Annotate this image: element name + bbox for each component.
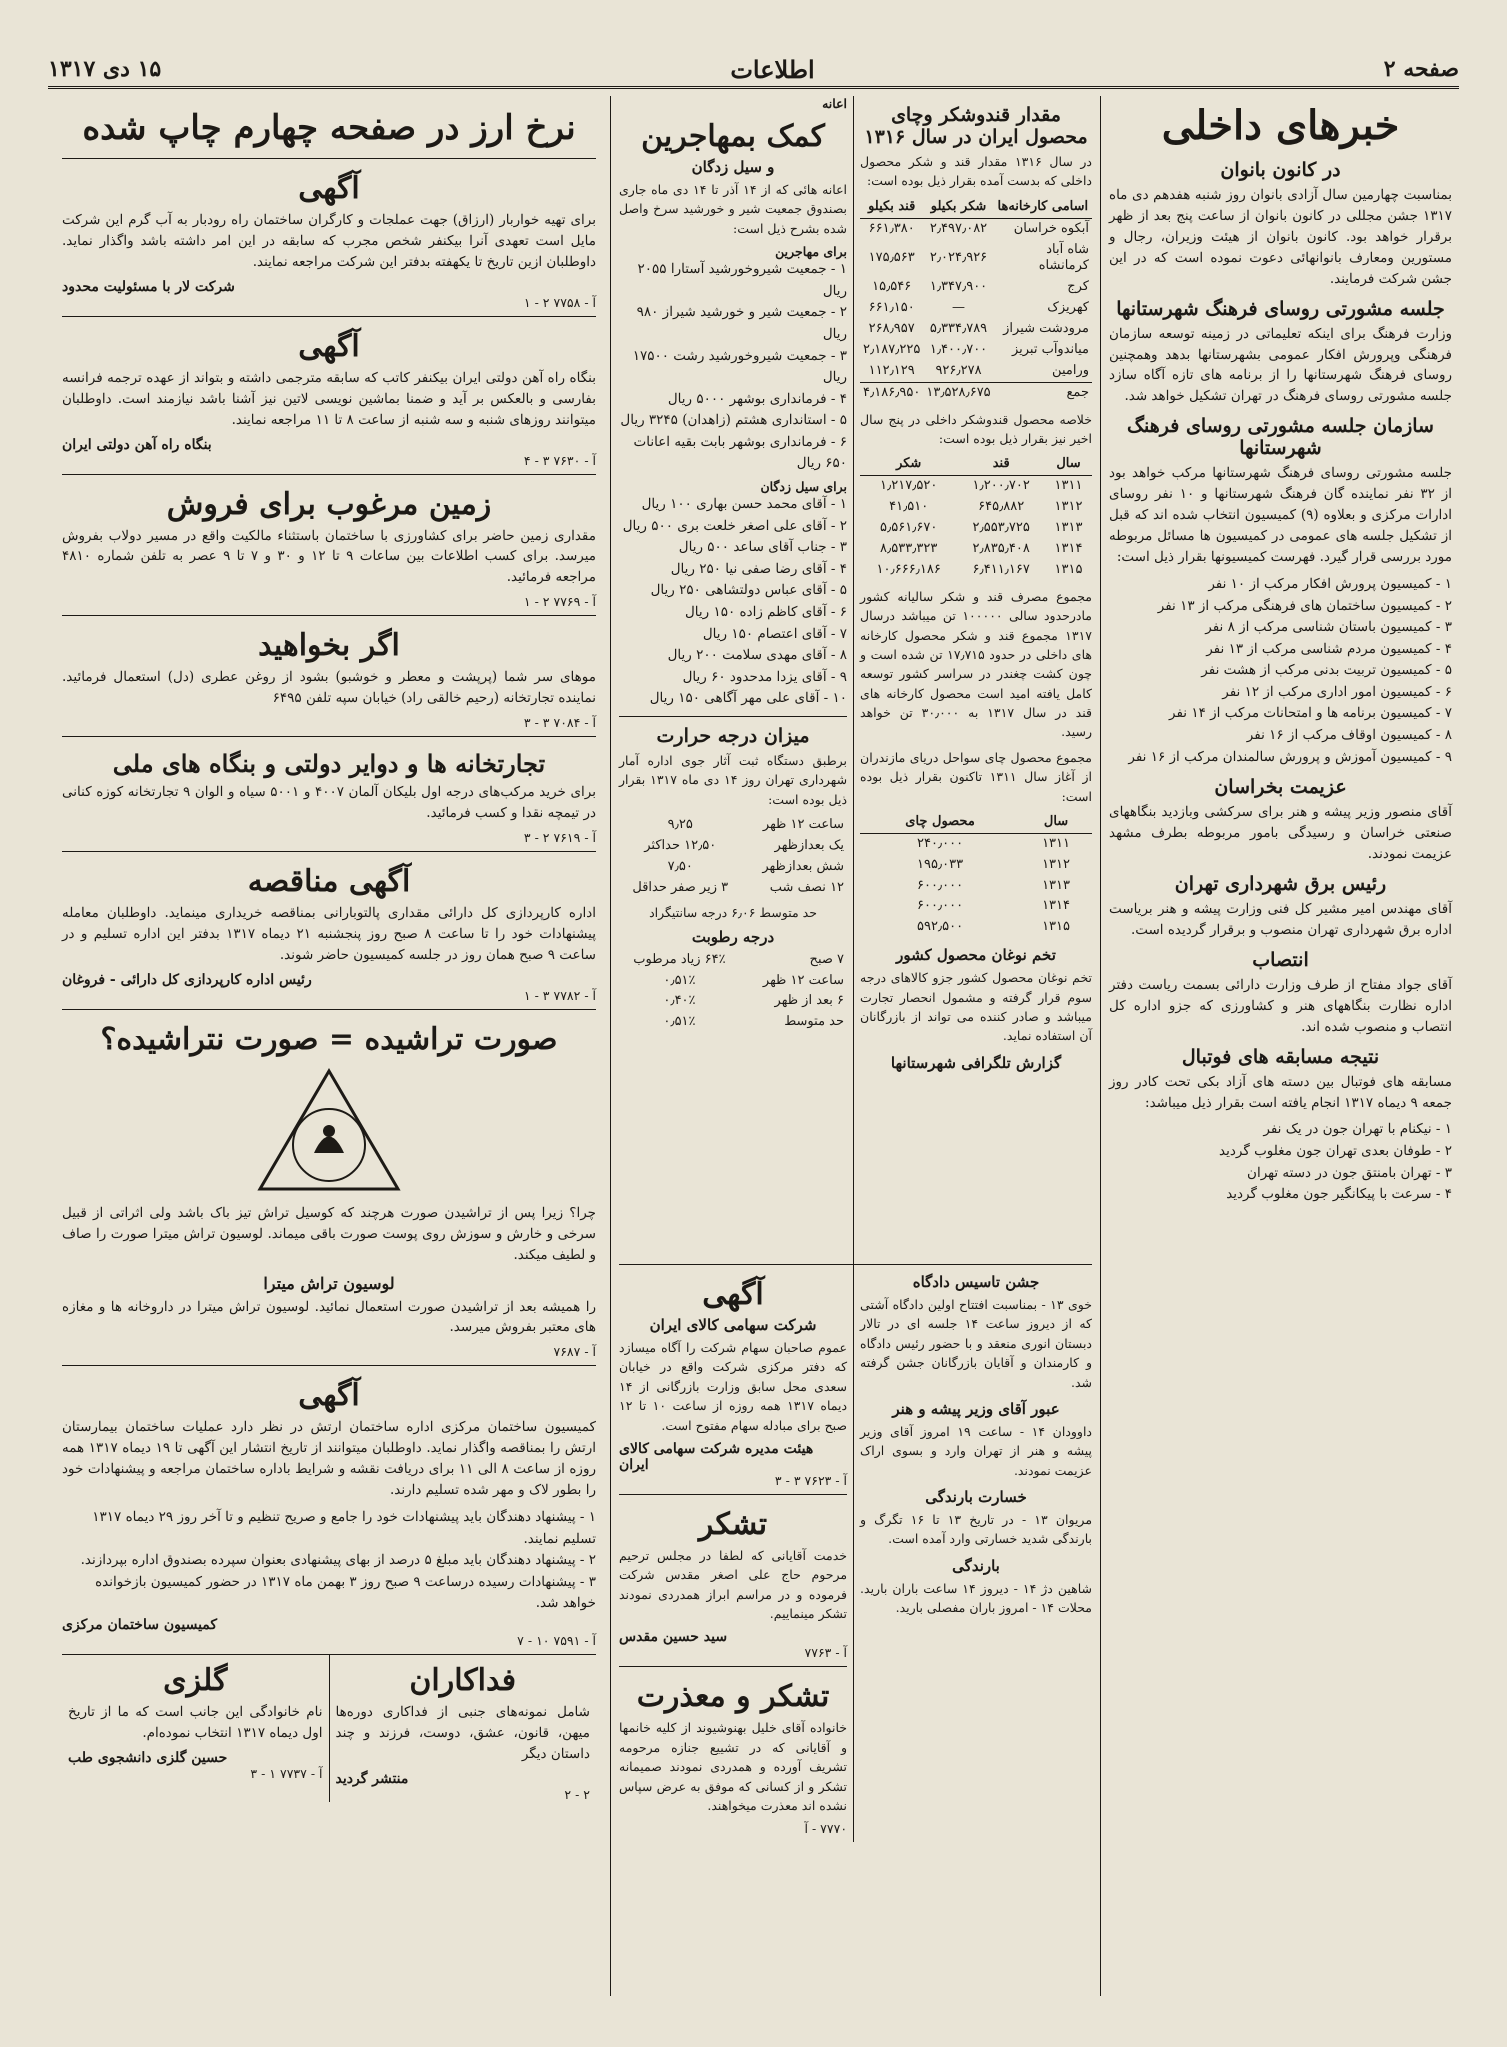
ad-title: آگهی مناقصه bbox=[247, 863, 411, 899]
ad-body: برای تهیه خواربار (ارزاق) جهت عملجات و کارگران ساختمان راه رودبار به آب گرم این شرکت مایل است تعهدی آنرا بیکنفر شخص مجرب که سابقه در این امر داشته باشد واگذار نماید. داوطلبان ازین تاریخ تا یکهفته بدفتر این شرکت مراجعه نمایند. bbox=[62, 212, 596, 270]
donation-label: برای مهاجرین bbox=[775, 244, 848, 260]
news-heading: سازمان جلسه مشورتی روسای فرهنگ شهرستانها bbox=[1127, 415, 1434, 460]
list-item: ۷ - آقای اعتصام ۱۵۰ ریال bbox=[702, 625, 848, 642]
list-item: ۸ - کمیسیون اوقاف مرکب از ۱۶ نفر bbox=[1246, 727, 1452, 744]
ad-title: زمین مرغوب برای فروش bbox=[166, 486, 492, 522]
ad-code: آ - ۷۵۹۱ ۱۰ - ۷ bbox=[517, 1633, 596, 1649]
table-row bbox=[860, 518, 1092, 539]
cell: ۱۳۱۵ bbox=[1054, 561, 1083, 577]
ad-body: شامل نمونه‌های جنبی از فداکاری دوره‌ها میهن، قانون، عشق، دوست، فرزند و چند داستان دیگر bbox=[335, 1704, 590, 1762]
cell: ۱٫۲۰۰٫۷۰۲ bbox=[972, 478, 1030, 494]
cell: ۶۶۱٫۱۵۰ bbox=[868, 300, 915, 316]
cell: ۲٫۱۸۷٫۲۲۵ bbox=[863, 341, 921, 357]
domestic-news-column bbox=[1100, 96, 1460, 1996]
table-header: شکر bbox=[860, 454, 957, 475]
news-heading: انتصاب bbox=[1252, 948, 1309, 971]
report-body: مجموع مصرف قند و شکر سالیانه کشور مادرحدود سالی ۱۰۰۰۰۰ تن میباشد درسال ۱۳۱۷ مجموع قند و شکر محصول کارخانه های داخلی در حدود ۱۷٫۷۱۵ تن شده است و چون کشت چغندر در سراسر کشور توسعه کامل یافته امید است محصول کارخانه های قند در سال ۱۳۱۷ به ۳۰٫۰۰۰ تن خواهد رسید. bbox=[860, 588, 1092, 740]
ad-title: آگهی bbox=[298, 328, 360, 364]
donation-title: کمک بمهاجرین bbox=[641, 119, 825, 154]
table-row bbox=[619, 878, 847, 899]
table-row bbox=[619, 991, 847, 1012]
weather-average: حد متوسط ۶٫۰۶ درجه سانتیگراد bbox=[649, 904, 817, 920]
report-body: تخم نوغان محصول کشور جزو کالاهای درجه سوم قرار گرفته و مشمول انحصار تجارت میباشد و صادر کننده می تواند از بازرگانان آن استفاده نماید. bbox=[860, 970, 1092, 1044]
list-item: ۴ - آقای رضا صفی نیا ۲۵۰ ریال bbox=[670, 560, 848, 577]
ad-code: ۲ - ۲ bbox=[564, 1786, 590, 1802]
ad-kala bbox=[619, 1265, 847, 1495]
page-number: صفحه ۲ bbox=[1383, 56, 1459, 82]
table-row bbox=[860, 298, 1092, 319]
cell: ۱۳۱۱ bbox=[1042, 835, 1070, 851]
ad-body: کمیسیون ساختمان مرکزی اداره ساختمان ارتش در نظر دارد عملیات ساختمان بیمارستان ارتش را بمناقصه واگذار نماید. داوطلبان میتوانند از تاریخ انتشار این آگهی تا ۱۹ دیماه ۱۳۱۷ همه روزه از ساعت ۸ الی ۱۱ برای دریافت نقشه و شرایط باداره ساختمان مراجعه و پیشنهادات خود را بطور لاک و مهر شده تسلیم دارند. bbox=[62, 1419, 597, 1499]
ad-title: تشکر bbox=[698, 1506, 768, 1542]
cell: ۵۹۲٫۵۰۰ bbox=[916, 919, 964, 935]
report-body: خلاصه محصول قندوشکر داخلی در پنج سال اخیر نیز بقرار ذیل بوده است: bbox=[860, 411, 1092, 447]
ad-body: خدمت آقایانی که لطفا در مجلس ترحیم مرحوم حاج علی اصغر مقدس شرکت فرموده و در مراسم ابراز همدردی نمودند تشکر مینماییم. bbox=[619, 1547, 848, 1621]
cell: ۱۵٫۵۴۶ bbox=[872, 279, 912, 295]
table-row bbox=[860, 917, 1092, 938]
cell: ۴۱٫۵۱۰ bbox=[889, 499, 929, 515]
ad-signature: بنگاه راه آهن دولتی ایران bbox=[62, 436, 212, 453]
cell: ۲٫۰۲۴٫۹۲۶ bbox=[929, 249, 988, 265]
ad-body: نام خانوادگی این جانب است که ما از تاریخ اول دیماه ۱۳۱۷ انتخاب نموده‌ام. bbox=[68, 1704, 323, 1741]
factory-table bbox=[860, 197, 1092, 404]
table-header: قند bbox=[957, 454, 1045, 475]
ad-golzi bbox=[62, 1655, 330, 1802]
cell: شاه آباد کرمانشاه bbox=[1038, 241, 1089, 274]
ad-body: اداره کارپردازی کل دارائی مقداری پالتوبارانی بمناقصه خریداری مینماید. داوطلبان معامله پیشنهادات خود را تا ساعت ۸ صبح روز پنجشنبه ۲۱ دیماه ۱۳۱۷ بدفتر این اداره تسلیم و در ساعت ۹ صبح همان روز در جلسه کمیسیون حاضر شوند. bbox=[62, 904, 596, 963]
list-item: ۳ - جناب آقای ساعد ۵۰۰ ریال bbox=[678, 539, 848, 556]
table-header: سال bbox=[1045, 454, 1092, 475]
list-item: ۵ - آقای عباس دولتشاهی ۲۵۰ ریال bbox=[650, 582, 848, 599]
cell: ۱۳۱۴ bbox=[1042, 898, 1070, 914]
list-item: ۴ - فرمانداری بوشهر ۵۰۰۰ ریال bbox=[667, 390, 848, 407]
list-item: ۴ - کمیسیون مردم شناسی مرکب از ۱۳ نفر bbox=[1206, 640, 1452, 657]
ad-body: برای خرید مرکب‌های درجه اول بلیکان آلمان ۴۰۰۷ و ۵۰۰۱ سیاه و الوان ۹ تجارتخانه کوزه کنانی در تیمچه نقدا و کسب فرمائید. bbox=[62, 784, 596, 822]
report-body: مجموع محصول چای سواحل دریای مازندران از آغاز سال ۱۳۱۱ تاکنون بقرار ذیل بوده است: bbox=[860, 749, 1092, 804]
cell: ۱۲ نصف شب bbox=[769, 879, 845, 895]
list-item: ۶ - فرمانداری بوشهر بابت بقیه اعانات ۶۵۰ ریال bbox=[633, 433, 848, 472]
table-header: قند بکیلو bbox=[860, 197, 923, 218]
cell: ۱۳۱۲ bbox=[1054, 499, 1083, 515]
cell: — bbox=[952, 300, 966, 316]
news-heading: تخم نوغان محصول کشور bbox=[896, 946, 1056, 965]
news-heading: عزیمت بخراسان bbox=[1214, 776, 1347, 799]
cell: ۶ بعد از ظهر bbox=[774, 993, 845, 1009]
list-item: ۲ - آقای علی اصغر خلعت بری ۵۰۰ ریال bbox=[622, 517, 848, 534]
table-row bbox=[860, 218, 1092, 239]
cell: جمع bbox=[1066, 384, 1089, 400]
cell: ۱۳۱۳ bbox=[1042, 877, 1070, 893]
cell: ۱۳٫۵۲۸٫۶۷۵ bbox=[926, 384, 991, 400]
news-heading: نتیجه مسابقه های فوتبال bbox=[1181, 1045, 1380, 1068]
news-body: وزارت فرهنگ برای اینکه تعلیماتی در زمینه توسعه سازمان فرهنگی وپرورش افکار عمومی بشهرستانها بدهد وهمچنین روسای فرهنگ شهرستانها را از برنامه های تازه آگاه سازد جلسه مشورتی روسای فرهنگ در تهران تشکیل خواهد شد. bbox=[1109, 325, 1452, 405]
ad-title: آگهی bbox=[298, 171, 360, 206]
bottom-ads bbox=[62, 1655, 596, 1802]
table-row bbox=[860, 277, 1092, 298]
cell: ۳ زیر صفر حداقل bbox=[632, 879, 729, 895]
ad-title: تشکر و معذرت bbox=[636, 1679, 830, 1715]
cell: ۱٫۲۱۷٫۵۲۰ bbox=[880, 478, 938, 494]
cell: کرج bbox=[1067, 279, 1089, 295]
middle-column bbox=[610, 96, 1100, 1996]
table-row bbox=[860, 382, 1092, 403]
list-item: ۷ - کمیسیون برنامه ها و امتحانات مرکب از ۱۴ نفر bbox=[1169, 705, 1452, 722]
report-title: مقدار قندوشکر وچای محصول ایران در سال ۱۳۱۶ bbox=[864, 104, 1088, 148]
list-item: ۱ - کمیسیون پرورش افکار مرکب از ۱۰ نفر bbox=[1208, 575, 1452, 592]
list-item: ۳ - پیشنهادات رسیده درساعت ۹ صبح روز ۳ بهمن ماه ۱۳۱۷ در حضور کمیسیون بازخوانده خواهد شد. bbox=[95, 1573, 596, 1612]
weather-title: میزان درجه حرارت bbox=[656, 725, 810, 747]
cell: آبکوه خراسان bbox=[1013, 220, 1089, 236]
cell: ۶۰۰٫۰۰۰ bbox=[916, 898, 964, 914]
ad-title: تجارتخانه ها و دوایر دولتی و بنگاه های ملی bbox=[112, 749, 546, 779]
tea-table bbox=[860, 812, 1092, 938]
table-header: محصول چای bbox=[860, 812, 1020, 833]
ad-body: مقداری زمین حاضر برای کشاورزی با ساختمان باستثناء مالکیت واقع در مسیر دولاب بفروش میرسد. برای کسب اطلاعات بین ساعات ۹ تا ۱۲ و ۳۰ و ۷ تا ۹ عصر به تلفن شماره ۴۸۱۰ مراجعه فرمائید. bbox=[62, 527, 597, 586]
ad bbox=[62, 737, 596, 852]
list-item: ۸ - آقای مهدی سلامت ۲۰۰ ریال bbox=[667, 647, 848, 664]
ad-thanks-apology bbox=[619, 1667, 847, 1842]
ad bbox=[62, 159, 596, 317]
ad-code: آ - ۷۷۳۷ ۱ - ۳ bbox=[250, 1765, 323, 1781]
cell: ساعت ۱۲ ظهر bbox=[762, 972, 845, 988]
cell: کهریزک bbox=[1047, 300, 1089, 316]
table-row bbox=[860, 319, 1092, 340]
table-row bbox=[619, 836, 847, 857]
news-body: آقای مهندس امیر مشیر کل فنی وزارت پیشه و هنر بریاست اداره برق شهرداری تهران منصوب و برقرار گردیده است. bbox=[1109, 901, 1452, 938]
banner-text: نرخ ارز در صفحه چهارم چاپ شده bbox=[82, 108, 576, 148]
list-item: ۴ - سرعت با پیکانگیر جون مغلوب گردید bbox=[1226, 1186, 1452, 1203]
cell: ۹۲۶٫۲۷۸ bbox=[935, 362, 982, 378]
cell: ۷٫۵۰ bbox=[667, 858, 693, 874]
list-item: ۳ - تهران بامنتق جون در دسته تهران bbox=[1247, 1164, 1452, 1181]
ad bbox=[62, 616, 596, 737]
ad bbox=[62, 852, 596, 1010]
list-item: ۹ - آقای یزدا مدحدود ۶۰ ریال bbox=[682, 668, 848, 685]
list-item: ۹ - کمیسیون آموزش و پرورش سالمندان مرکب از ۱۶ نفر bbox=[1128, 748, 1452, 765]
ad-code: آ - ۷۷۸۲ ۳ - ۱ bbox=[523, 987, 596, 1003]
donation-list bbox=[619, 494, 847, 710]
telegraph-reports bbox=[853, 1265, 1092, 1842]
cell: ۹٫۲۵ bbox=[667, 817, 693, 833]
ad bbox=[62, 1366, 596, 1655]
list-item: ۱ - جمعیت شیروخورشید آستارا ۲۰۵۵ ریال bbox=[637, 261, 848, 299]
cell: ساعت ۱۲ ظهر bbox=[762, 817, 845, 833]
table-row bbox=[860, 340, 1092, 361]
news-body: داوودان ۱۴ - ساعت ۱۹ امروز آقای وزیر پیشه و هنر از تهران وارد و بسوی اراک عزیمت نمودند. bbox=[860, 1423, 1092, 1478]
table-row bbox=[619, 815, 847, 836]
ad-title: آگهی bbox=[298, 1378, 360, 1414]
ad-title: آگهی bbox=[702, 1277, 764, 1312]
ad-title: اگر بخواهید bbox=[258, 628, 400, 664]
news-body: مریوان ۱۳ - در تاریخ ۱۳ تا ۱۶ تگرگ و بارندگی شدید خسارتی وارد آمده است. bbox=[860, 1512, 1093, 1547]
cell: ورامین bbox=[1052, 362, 1089, 378]
donation-intro: اعانه هائی که از ۱۴ آذر تا ۱۴ دی ماه جاری بصندوق جمعیت شیر و خورشید سرخ واصل شده بشرح ذیل است: bbox=[619, 182, 848, 236]
donation-label: برای سیل زدگان bbox=[760, 479, 848, 495]
news-heading: گزارش تلگرافی شهرستانها bbox=[890, 1053, 1062, 1072]
list-item: ۲ - طوفان بعدی تهران جون مغلوب گردید bbox=[1219, 1143, 1452, 1160]
list-item: ۳ - جمعیت شیروخورشید رشت ۱۷۵۰۰ ریال bbox=[632, 347, 848, 386]
news-body: خوی ۱۳ - بمناسبت افتتاح اولین دادگاه آشتی که از دیروز ساعت ۱۴ جلسه ای در تالار دبستان انوری منعقد و با حضور رئیس دادگاه و کارمندان و آقایان بازرگانان جشن گرفته شد. bbox=[860, 1297, 1092, 1390]
donations-weather bbox=[619, 96, 853, 1264]
list-item: ۱۰ - آقای علی مهر آگاهی ۱۵۰ ریال bbox=[649, 690, 848, 707]
donation-list bbox=[619, 259, 847, 475]
ads-column bbox=[48, 96, 610, 1996]
ad-body: را همیشه بعد از تراشیدن صورت استعمال نمائید. لوسیون تراش میترا در داروخانه ها و مغازه های معتبر بفروش میرسد. bbox=[62, 1298, 596, 1336]
table-row bbox=[860, 833, 1092, 854]
column-tag: اعانه bbox=[822, 96, 848, 111]
commission-list bbox=[1109, 574, 1452, 768]
ad bbox=[62, 317, 596, 475]
list-item: ۲ - جمعیت شیر و خورشید شیراز ۹۸۰ ریال bbox=[636, 304, 848, 342]
ad-title: فداکاران bbox=[409, 1663, 517, 1699]
cell: ۱۳۱۴ bbox=[1054, 540, 1083, 556]
table-row bbox=[619, 1012, 847, 1033]
ad-subtitle: شرکت سهامی کالای ایران bbox=[649, 1316, 817, 1334]
donation-subtitle: و سیل زدگان bbox=[691, 158, 775, 176]
cell: ۱۲٫۵۰ حداکثر bbox=[644, 838, 717, 854]
cell: ۱٫۳۴۷٫۹۰۰ bbox=[929, 279, 988, 295]
newspaper-name: اطلاعات bbox=[730, 54, 815, 84]
list-item: ۱ - پیشنهاد دهندگان باید پیشنهادات خود را جامع و صریح تنظیم و تا آخر روز ۲۹ دیماه ۱۳۱۷ تسلیم نمایند. bbox=[92, 1509, 596, 1547]
issue-date: ۱۵ دی ۱۳۱۷ bbox=[48, 56, 162, 82]
cell: مرودشت شیراز bbox=[1003, 321, 1089, 337]
ad-body: چرا؟ زیرا پس از تراشیدن صورت هرچند که کوسیل تراش تیز باک باشد ولی اثراتی از قبیل سرخی و خارش و سوزش روی پوست صورت باقی میماند. لوسیون تراش میترا صورت را صاف و لطیف میکند. bbox=[62, 1204, 596, 1263]
humidity-title: درجه رطوبت bbox=[691, 927, 775, 946]
table-header: شکر بکیلو bbox=[923, 197, 993, 218]
news-heading: بارندگی bbox=[952, 1556, 1000, 1575]
list-item: ۶ - کمیسیون امور اداری مرکب از ۱۲ نفر bbox=[1222, 683, 1452, 700]
news-heading: در کانون بانوان bbox=[1220, 159, 1341, 181]
news-heading: رئیس برق شهرداری تهران bbox=[1174, 873, 1387, 896]
ad-code: آ - ۷۶۳۰ ۳ - ۴ bbox=[523, 452, 596, 468]
cell: ۰٫۵۱٪ bbox=[663, 1014, 696, 1030]
ad-title: گلزی bbox=[163, 1663, 228, 1699]
middle-ads bbox=[619, 1265, 853, 1842]
cell: ۲۴۰٫۰۰۰ bbox=[916, 835, 964, 851]
ad-code: آ - ۷۶۲۳ ۳ - ۳ bbox=[774, 1472, 848, 1488]
cell: ۶٫۴۱۱٫۱۶۷ bbox=[972, 561, 1030, 577]
table-row bbox=[860, 539, 1092, 560]
ad-signature: منتشر گردید bbox=[335, 1770, 409, 1787]
humidity-table bbox=[619, 950, 847, 1034]
cell: ۲٫۸۳۵٫۴۰۸ bbox=[972, 540, 1030, 556]
news-heading: جلسه مشورتی روسای فرهنگ شهرستانها bbox=[1116, 297, 1445, 320]
ad-subtitle: لوسیون تراش میترا bbox=[263, 1273, 395, 1293]
ad bbox=[62, 475, 596, 617]
ad-code: آ - ۷۶۸۷ bbox=[553, 1344, 596, 1360]
ad-body: بنگاه راه آهن دولتی ایران بیکنفر کاتب که سابقه مترجمی داشته و بتواند از عهده ترجمه فرانسه بفارسی و بالعکس بر آید و ضمنا بماشین نویسی لاتین نیز آشنا باشد نیازمند است. داوطلبان میتوانند روزهای شنبه و سه شنبه از ساعت ۸ تا ۱۱ مراجعه نمایند. bbox=[62, 369, 596, 428]
cell: ۱۷۵٫۵۶۳ bbox=[868, 249, 915, 265]
cell: حد متوسط bbox=[784, 1014, 845, 1030]
mitra-logo bbox=[62, 1065, 596, 1195]
temperature-table bbox=[619, 815, 847, 899]
ad-code: آ - ۷۶۱۹ ۲ - ۳ bbox=[523, 829, 596, 845]
ad-code: آ - ۷۷۶۳ bbox=[804, 1645, 848, 1661]
ad-signature: سید حسین مقدس bbox=[619, 1629, 728, 1646]
ad-fadakaran bbox=[330, 1655, 597, 1802]
ad-signature: کمیسیون ساختمان مرکزی bbox=[62, 1617, 218, 1634]
cell: ۶۴٪ زیاد مرطوب bbox=[633, 951, 726, 967]
ad-signature: شرکت لار با مسئولیت محدود bbox=[62, 278, 235, 295]
cell: ۶۰۰٫۰۰۰ bbox=[916, 877, 964, 893]
table-row bbox=[860, 876, 1092, 897]
cell: ۲۶۸٫۹۵۷ bbox=[868, 321, 915, 337]
table-header: اسامی کارخانه‌ها bbox=[994, 197, 1092, 218]
ad-thanks bbox=[619, 1495, 847, 1668]
list-item: ۵ - استانداری هشتم (زاهدان) ۳۲۴۵ ریال bbox=[620, 412, 848, 429]
cell: ۲٫۵۵۳٫۷۲۵ bbox=[972, 520, 1030, 536]
ad-body: عموم صاحبان سهام شرکت را آگاه میسازد که دفتر مرکزی شرکت واقع در خیابان سعدی محل سابق وزارت بازرگانی از ۱۴ دیماه ۱۳۱۷ همه روزه از ساعت ۱۰ تا ۱۲ صبح برای مبادله سهام مفتوح است. bbox=[619, 1340, 848, 1433]
cell: ۶۴۵٫۸۸۲ bbox=[978, 499, 1025, 515]
cell: شش بعدازظهر bbox=[762, 858, 845, 874]
triangle-logo-icon bbox=[254, 1065, 404, 1195]
table-row bbox=[619, 971, 847, 992]
results-list bbox=[1109, 1119, 1452, 1205]
cell: ۱۳۱۲ bbox=[1042, 856, 1070, 872]
table-row bbox=[860, 240, 1092, 278]
ad-signature: رئیس اداره کارپردازی کل دارائی - فروغان bbox=[62, 971, 312, 988]
news-body: جلسه مشورتی روسای فرهنگ شهرستانها مرکب خواهد بود از ۳۲ نفر نماینده گان فرهنگ شهرستانها و ۱۰ نفر روسای ادارات مرکزی و بعلاوه (۹) کمیسیون انتخاب شده اند که قبل از تشکیل جلسه های عمومی در کمیسیون ها مسائل مربوطه مورد بررسی قرار گیرد. فهرست کمیسیونها بقرار ذیل است: bbox=[1109, 465, 1453, 565]
cell: ۶۶۱٫۳۸۰ bbox=[868, 220, 915, 236]
cell: ۴٫۱۸۶٫۹۵۰ bbox=[863, 384, 921, 400]
cell: ۱٫۴۰۰٫۷۰۰ bbox=[929, 341, 988, 357]
list-item: ۱ - آقای محمد حسن بهاری ۱۰۰ ریال bbox=[641, 496, 848, 513]
ad-body: موهای سر شما (پرپشت و معطر و خوشبو) بشود از روغن عطری (دل) استعمال فرمائید. نماینده تجارتخانه (رحیم خالقی راد) خیابان سپه تلفن ۶۴۹۵ bbox=[62, 669, 596, 707]
ad-mitra-lotion bbox=[62, 1010, 596, 1367]
news-body: آقای منصور وزیر پیشه و هنر برای سرکشی وبازدید بنگاههای صنعتی خراسان و رسیدگی بامور مربوطه بطرف مشهد عزیمت نمودند. bbox=[1109, 804, 1452, 863]
ad-code: آ - ۷۰۸۴ ۳ - ۳ bbox=[523, 715, 596, 731]
list-item: ۳ - کمیسیون باستان شناسی مرکب از ۸ نفر bbox=[1205, 619, 1452, 636]
ad-title: صورت تراشیده = صورت نتراشیده؟ bbox=[100, 1021, 558, 1057]
list-item: ۱ - نیکنام با تهران جون در یک نفر bbox=[1263, 1121, 1452, 1138]
ad-code: آ - ۷۷۵۸ ۲ - ۱ bbox=[523, 294, 596, 310]
report-body: در سال ۱۳۱۶ مقدار قند و شکر محصول داخلی که بدست آمده بقرار ذیل بوده است: bbox=[860, 154, 1093, 189]
weather-intro: برطبق دستگاه ثبت آثار جوی اداره آمار شهرداری تهران روز ۱۴ دی ماه ۱۳۱۷ بقرار ذیل بوده است: bbox=[619, 753, 848, 807]
cell: ۱۳۱۵ bbox=[1042, 919, 1070, 935]
table-row bbox=[860, 855, 1092, 876]
ad-body: خانواده آقای خلیل بهنوشیوند از کلیه خانمها و آقایانی که در تشییع جنازه مرحومه تشریف آورده و همدردی نمودند صمیمانه تشکر و از کسانی که موفق به عرض سپاس نشده اند معذرت میخواهند. bbox=[619, 1720, 848, 1813]
news-body: بمناسبت چهارمین سال آزادی بانوان روز شنبه هفدهم دی ماه ۱۳۱۷ جشن مجللی در کانون بانوان از ساعت پنج بعد از ظهر برقرار خواهد بود. کانون بانوان از هیئت وزیران، رجال و مستورین ومعارف بانوانهائی دعوت نموده است که در این جشن شرکت فرمایند. bbox=[1109, 187, 1452, 287]
news-heading: عبور آقای وزیر پیشه و هنر bbox=[892, 1399, 1060, 1418]
list-item: ۲ - کمیسیون ساختمان های فرهنگی مرکب از ۱۳ نفر bbox=[1157, 597, 1452, 614]
news-body: آقای جواد مفتاح از طرف وزارت دارائی بسمت ریاست دفتر اداره نظارت بنگاههای هنر و کشاورزی که جزو اداره کل انتصاب و منصوب شده اند. bbox=[1109, 976, 1452, 1035]
table-row bbox=[619, 950, 847, 971]
cell: یک بعدازظهر bbox=[774, 838, 845, 854]
cell: ۸٫۵۳۳٫۳۲۳ bbox=[880, 540, 938, 556]
news-body: مسابقه های فوتبال بین دسته های آزاد بکی تحت کادر روز جمعه ۹ دیماه ۱۳۱۷ انجام یافته است بقرار ذیل میباشد: bbox=[1109, 1073, 1452, 1111]
cell: ۱۳۱۱ bbox=[1054, 478, 1083, 494]
cell: ۱۰٫۶۶۶٫۱۸۶ bbox=[876, 561, 941, 577]
table-row bbox=[619, 857, 847, 878]
cell: ۱۱۲٫۱۲۹ bbox=[868, 362, 915, 378]
section-title: خبرهای داخلی bbox=[1161, 102, 1400, 149]
cell: ۷ صبح bbox=[809, 951, 845, 967]
cell: ۰٫۴۰٪ bbox=[663, 993, 696, 1009]
conditions-list bbox=[62, 1507, 596, 1615]
table-row bbox=[860, 497, 1092, 518]
five-year-table bbox=[860, 454, 1092, 580]
ad-signature: هیئت مدیره شرکت سهامی کالای ایران bbox=[619, 1440, 814, 1473]
masthead bbox=[48, 52, 1459, 89]
cell: میاندوآب تبریز bbox=[1011, 341, 1089, 357]
cell: ۱۳۱۳ bbox=[1054, 520, 1083, 536]
table-row bbox=[860, 476, 1092, 497]
cell: ۵٫۵۶۱٫۶۷۰ bbox=[880, 520, 938, 536]
list-item: ۵ - کمیسیون تربیت بدنی مرکب از هشت نفر bbox=[1201, 662, 1452, 679]
sugar-tea-report bbox=[853, 96, 1092, 1264]
cell: ۱۹۵٫۰۳۳ bbox=[916, 856, 964, 872]
table-header: سال bbox=[1020, 812, 1092, 833]
news-body: شاهین دژ ۱۴ - دیروز ۱۴ ساعت باران بارید. محلات ۱۴ - امروز باران مفصلی بارید. bbox=[860, 1580, 1092, 1616]
cell: ۲٫۴۹۷٫۰۸۲ bbox=[929, 220, 988, 236]
cell: ۵٫۳۳۴٫۷۸۹ bbox=[929, 321, 988, 337]
table-row bbox=[860, 361, 1092, 382]
cell: ۰٫۵۱٪ bbox=[663, 972, 696, 988]
table-row bbox=[860, 896, 1092, 917]
news-heading: خسارت بارندگی bbox=[925, 1488, 1027, 1506]
list-item: ۲ - پیشنهاد دهندگان باید مبلغ ۵ درصد از بهای پیشنهادی بعنوان سپرده بصندوق اداره بپردازند. bbox=[80, 1552, 596, 1569]
list-item: ۶ - آقای کاظم زاده ۱۵۰ ریال bbox=[684, 604, 848, 621]
ad-code: آ - ۷۷۶۹ ۲ - ۱ bbox=[523, 594, 596, 610]
exchange-banner bbox=[62, 96, 596, 159]
ad-code: ۷۷۷۰ - آ bbox=[804, 1821, 848, 1837]
ad-signature: حسین گلزی دانشجوی طب bbox=[68, 1749, 228, 1766]
table-row bbox=[860, 560, 1092, 581]
news-heading: جشن تاسیس دادگاه bbox=[912, 1273, 1040, 1291]
